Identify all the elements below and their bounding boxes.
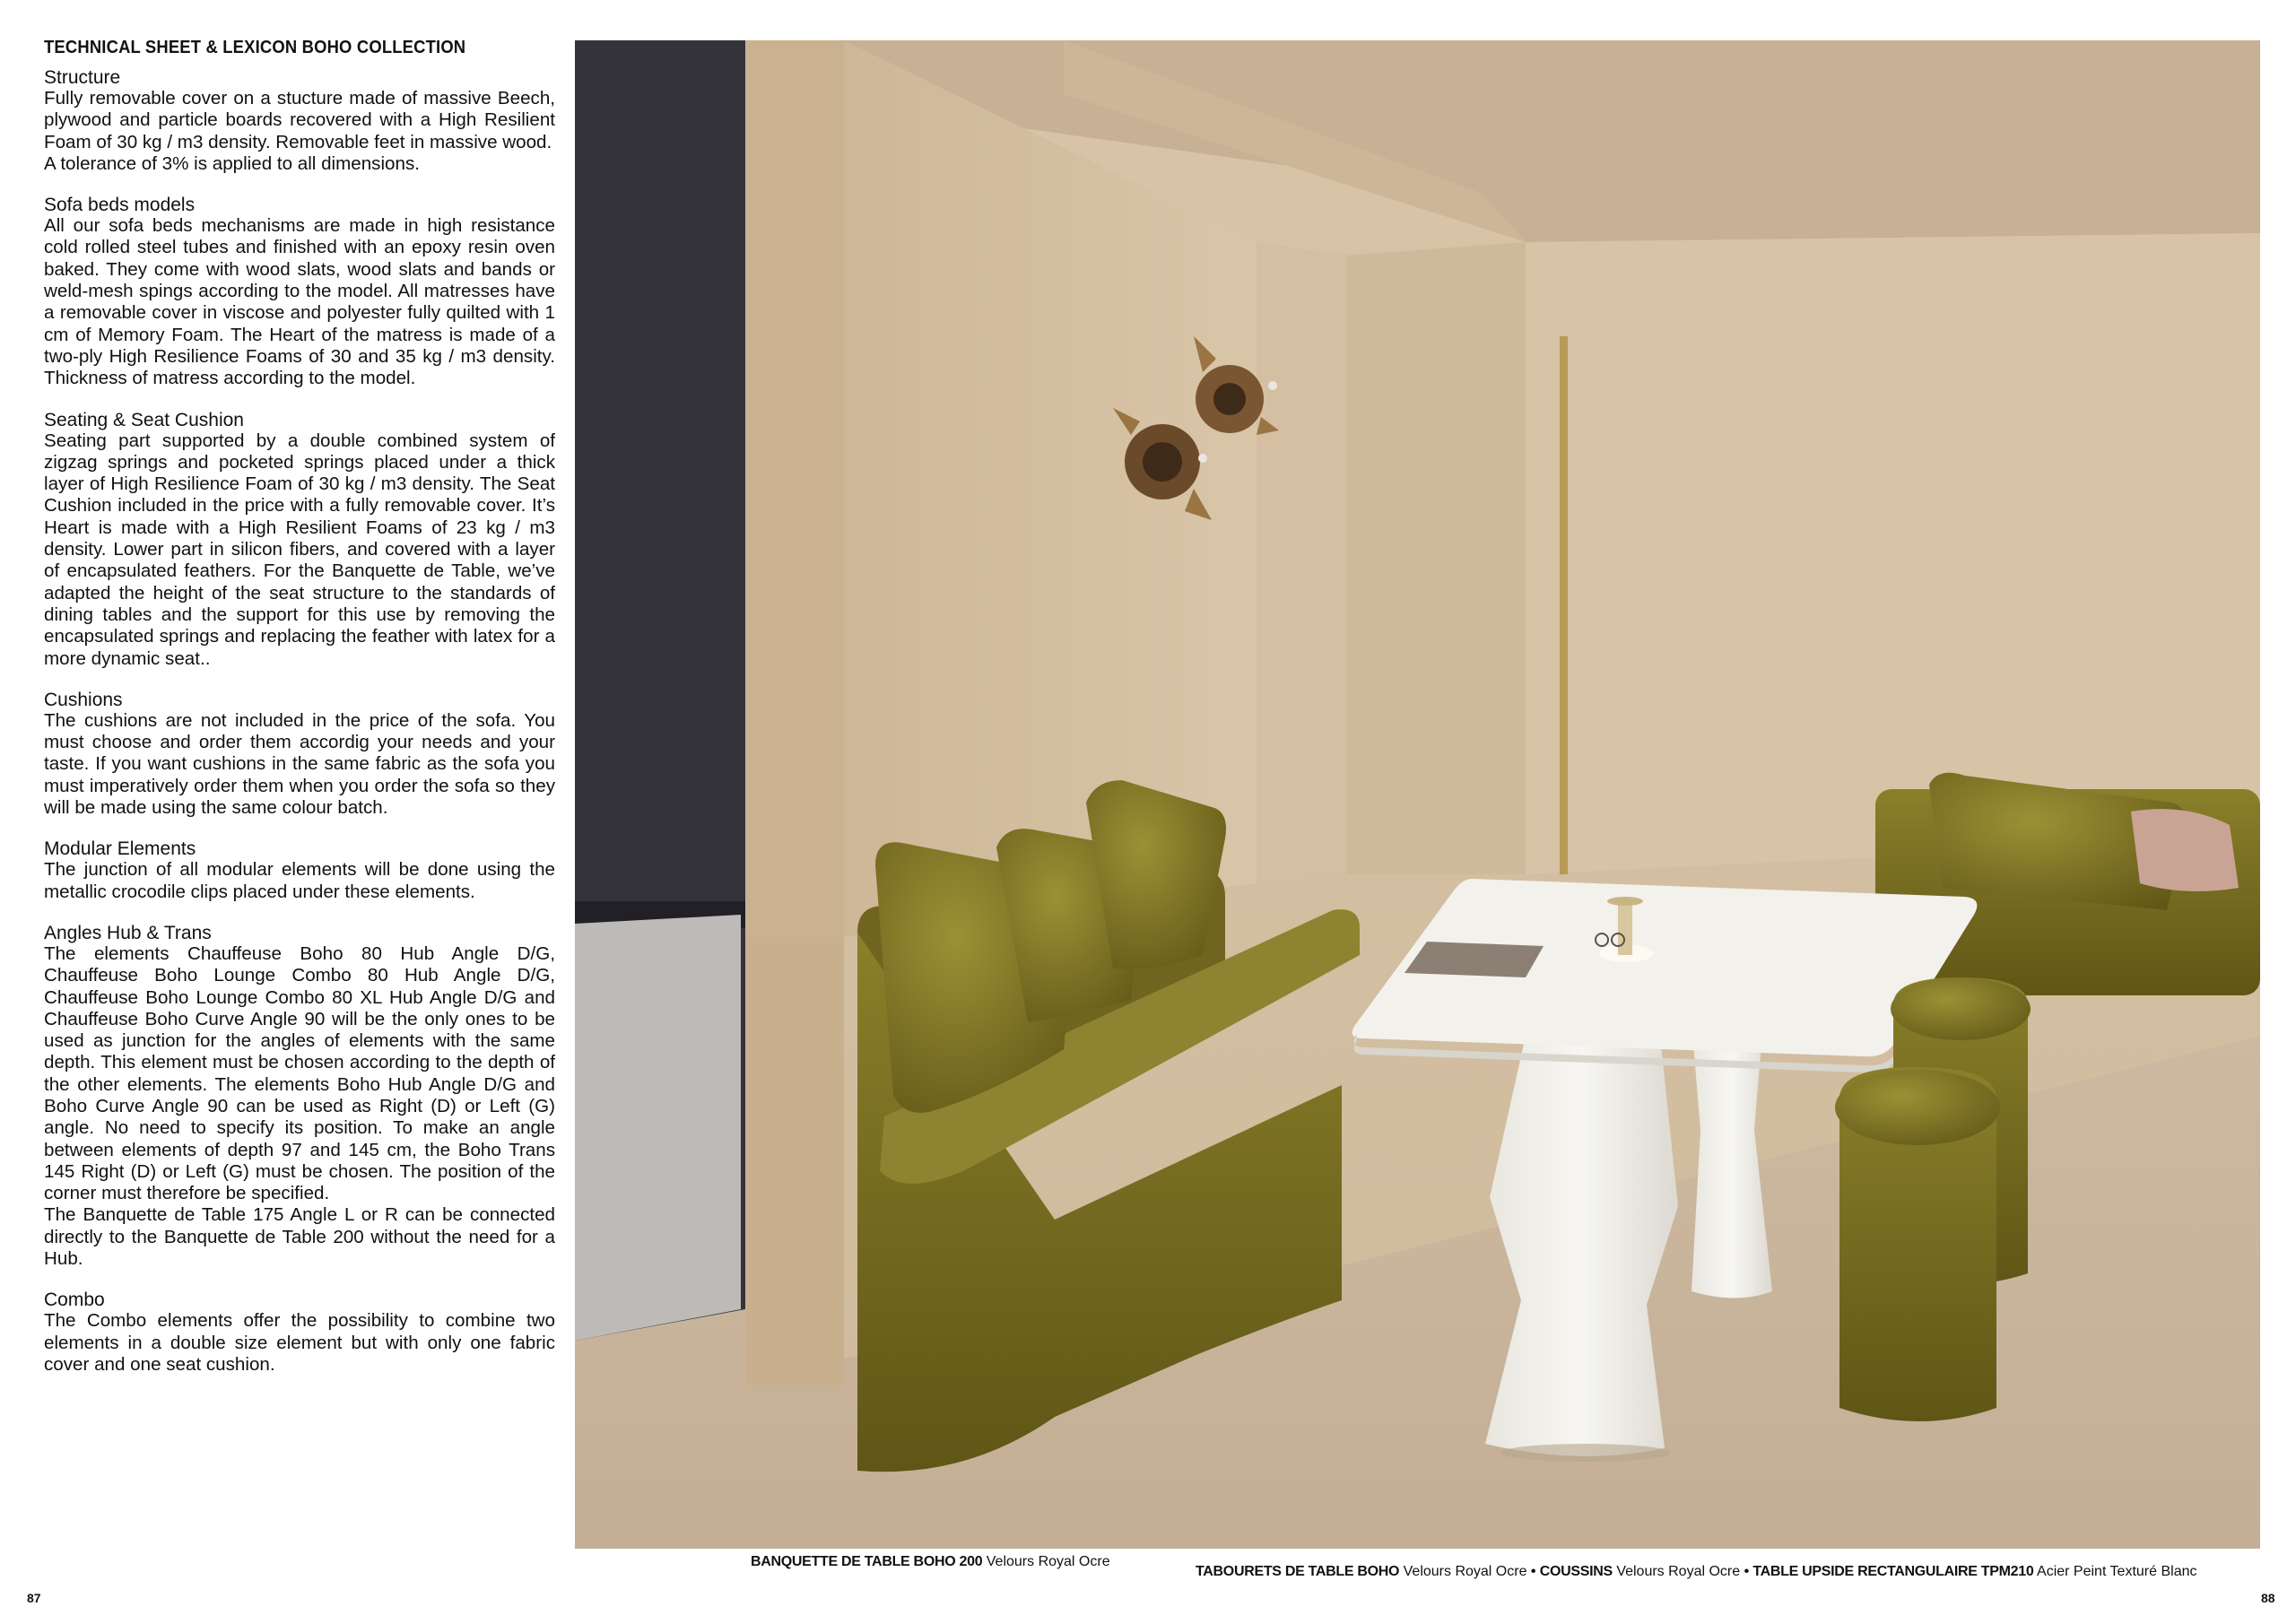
brass-pole [1560, 336, 1568, 874]
technical-sheet-column [44, 38, 555, 1395]
section-body [44, 1310, 555, 1376]
table-lamp [1618, 901, 1632, 955]
section [44, 923, 555, 1270]
section-paragraph: Seating part supported by a double combined system of zigzag springs and pocketed springs placed under a thick layer of High Resilience Foam of 30 kg / m3 density. The Seat Cushion included in the price with a fully removable cover. It’s Heart is made with a High Resilient Foams of 23 kg / m3 density. Lower part in silicon fibers, and covered with a layer of encapsulated feathers. For the Banquette de Table, we’ve adapted the height of the seat structure to the standards of dining tables and the support for this use by removing the encapsulated springs and replacing the feather with latex for a more dynamic seat.. [44, 430, 555, 669]
section-paragraph: The junction of all modular elements will be done using the metallic crocodile clips placed under these elements. [44, 859, 555, 902]
caption-banquette [751, 1554, 1110, 1570]
caption-banquette-fabric: Velours Royal Ocre [986, 1554, 1110, 1569]
section-body [44, 710, 555, 819]
caption-coussins-fabric: Velours Royal Ocre [1616, 1564, 1741, 1579]
section-paragraph: The Combo elements offer the possibility to combine two elements in a double size element but with only one fabric cover and one seat cushion. [44, 1310, 555, 1375]
section-paragraph: All our sofa beds mechanisms are made in high resistance cold rolled steel tubes and finished with an epoxy resin oven baked. They come with wood slats, wood slats and bands or weld-mesh spings according to the model. All matresses have a removable cover in viscose and polyester fully quilted with 1 cm of Memory Foam. The Heart of the matress is made of a two-ply High Resilience Foams of 30 and 35 kg / m3 density. Thickness of matress according to the model. [44, 215, 555, 389]
caption-coussins-name: COUSSINS [1539, 1564, 1613, 1579]
cabinet-door [575, 915, 741, 1341]
section-paragraph: A tolerance of 3% is applied to all dimensions. [44, 152, 420, 174]
section [44, 690, 555, 819]
section [44, 195, 555, 389]
section-title: Cushions [44, 689, 123, 710]
section-title: Sofa beds models [44, 195, 196, 216]
caption-tabourets-fabric: Velours Royal Ocre [1403, 1564, 1527, 1579]
section-title: Angles Hub & Trans [44, 922, 212, 943]
pillar [1257, 242, 1346, 883]
caption-tabourets-name: TABOURETS DE TABLE BOHO [1196, 1564, 1400, 1579]
section [44, 410, 555, 670]
caption-banquette-name: BANQUETTE DE TABLE BOHO 200 [751, 1554, 983, 1569]
section-paragraph: Fully removable cover on a stucture made of massive Beech, plywood and particle boards recovered with a High Resilient Foam of 30 kg / m3 density. Removable feet in massive wood. [44, 88, 555, 152]
section-paragraph: The Banquette de Table 175 Angle L or R can be connected directly to the Banquette de Table 200 without the need for a Hub. [44, 1204, 555, 1270]
caption-table-name: TABLE UPSIDE RECTANGULAIRE TPM210 [1752, 1564, 2034, 1579]
caption-separator-2: • [1744, 1564, 1749, 1579]
caption-products [1196, 1564, 2197, 1580]
sections-container [44, 67, 555, 1376]
page-number-right: 88 [2261, 1591, 2275, 1605]
section [44, 1290, 555, 1376]
section-title: Modular Elements [44, 838, 196, 860]
page-number-left: 87 [27, 1591, 41, 1605]
right-wall [1526, 233, 2260, 874]
magazine [1405, 942, 1544, 977]
section-paragraph: The elements Chauffeuse Boho 80 Hub Angle D/G, Chauffeuse Boho Lounge Combo 80 Hub Angle D/G, Chauffeuse Boho Lounge Combo 80 XL Hub Angle D/G and Chauffeuse Boho Curve Angle 90 will be the only ones to be used as junction for the angles of elements with the same depth. This element must be chosen according to the depth of the other elements. The elements Boho Hub Angle D/G and Boho Curve Angle 90 can be used as Right (D) or Left (G) angle. No need to specify its position. To make an angle between elements of depth 97 and 145 cm, the Boho Trans 145 Right (D) or Left (G) must be chosen. The position of the corner must therefore be specified. [44, 942, 555, 1204]
section [44, 838, 555, 903]
section-body [44, 859, 555, 903]
caption-table-finish: Acier Peint Texturé Blanc [2037, 1564, 2197, 1579]
stool-front [1835, 1067, 2000, 1421]
section-paragraph: The cushions are not included in the price of the sofa. You must choose and order them accordig your needs and your taste. If you want cushions in the same fabric as the sofa you must imperatively order them when you order the sofa so they will be made using the same colour batch. [44, 709, 555, 819]
section-body [44, 88, 555, 175]
pillar-face [1346, 242, 1526, 874]
product-photo [575, 40, 2260, 1549]
section-body [44, 430, 555, 670]
section-body [44, 943, 555, 1270]
caption-separator: • [1530, 1564, 1536, 1579]
section-title: Seating & Seat Cushion [44, 409, 244, 430]
section-title: Structure [44, 67, 121, 88]
section-body [44, 215, 555, 389]
section [44, 67, 555, 175]
section-title: Combo [44, 1290, 105, 1311]
document-title: TECHNICAL SHEET & LEXICON BOHO COLLECTION [44, 38, 466, 57]
table-pedestal-front [1485, 1036, 1678, 1462]
interior-scene-illustration [575, 40, 2260, 1549]
